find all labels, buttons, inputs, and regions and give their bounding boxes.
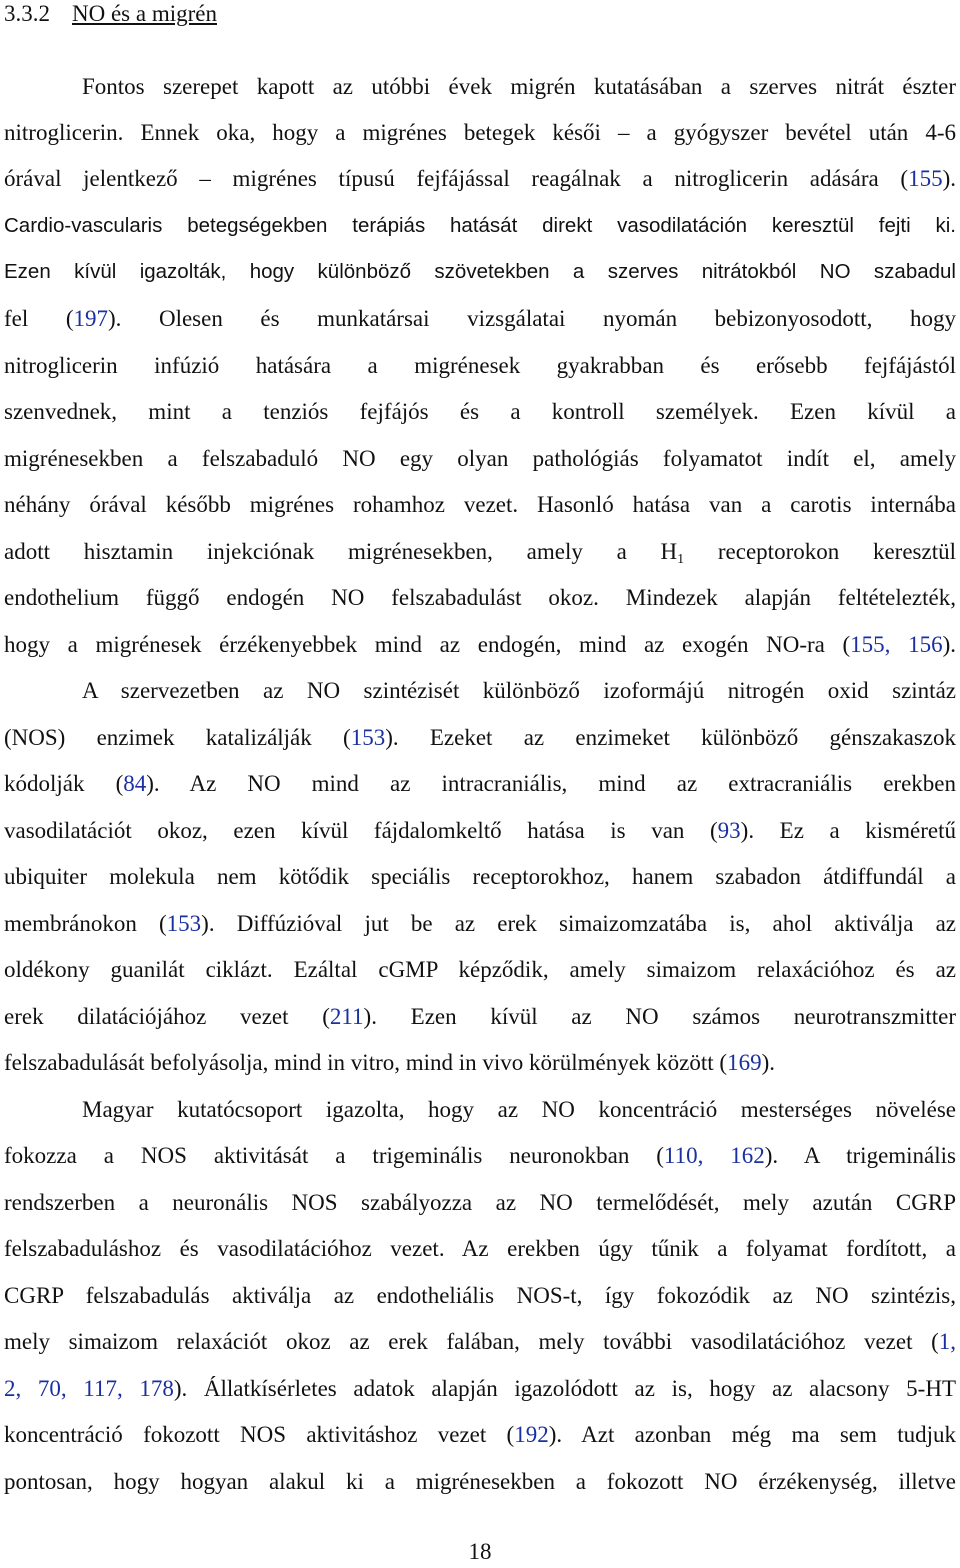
citation-link[interactable]: 84 (123, 771, 147, 796)
text-line (4, 862, 956, 892)
text-line (4, 351, 956, 381)
text-segment: ). A trigeminális (764, 1143, 956, 1168)
text-line (4, 1281, 956, 1311)
text-line (4, 1234, 956, 1264)
text-segment: ). Olesen és munkatársai vizsgálatai nyomán bebizonyosodott, hogy (107, 306, 956, 331)
text-segment: felszabadulását befolyásolja, mind in vitro, mind in vivo körülmények között ( (4, 1050, 728, 1075)
text-segment: nitroglicerin infúzió hatására a migrénesek gyakrabban és erősebb fejfájástól (4, 353, 956, 378)
text-segment: Fontos szerepet kapott az utóbbi évek migrén kutatásában a szerves nitrát észter (82, 74, 956, 99)
text-line (4, 1374, 956, 1404)
text-line (4, 723, 956, 753)
text-line (4, 909, 956, 939)
text-segment: néhány órával később migrénes rohamhoz vezet. Hasonló hatása van a carotis internába (4, 492, 956, 517)
citation-link[interactable]: 153 (166, 911, 202, 936)
text-line (4, 1002, 956, 1032)
citation-link[interactable]: 93 (717, 818, 741, 843)
text-segment: szenvednek, mint a tenziós fejfájós és a kontroll személyek. Ezen kívül a (4, 399, 956, 424)
text-segment: ). Diffúzióval jut be az erek simaizomzatába is, ahol aktiválja az (201, 911, 956, 936)
section-heading (4, 0, 217, 28)
text-segment: hogy a migrénesek érzékenyebbek mind az endogén, mind az exogén NO-ra ( (4, 632, 851, 657)
text-line (4, 1420, 956, 1450)
text-line (4, 955, 956, 985)
text-segment: mely simaizom relaxációt okoz az erek falában, mely további vasodilatációhoz vezet ( (4, 1329, 939, 1354)
text-line (4, 1141, 956, 1171)
text-segment: oldékony guanilát ciklázt. Ezáltal cGMP képződik, amely simaizom relaxációhoz és az (4, 957, 956, 982)
text-line (4, 1327, 956, 1357)
text-segment: fokozza a NOS aktivitását a trigeminális neuronokban ( (4, 1143, 664, 1168)
citation-link[interactable]: 1, (938, 1329, 956, 1354)
text-segment: ). (761, 1050, 775, 1075)
text-segment: ). Állatkísérletes adatok alapján igazolódott az is, hogy az alacsony 5-HT (173, 1376, 956, 1401)
text-line (4, 444, 956, 474)
text-segment: ubiquiter molekula nem kötődik speciális receptorokhoz, hanem szabadon átdiffundál a (4, 864, 956, 889)
text-line (4, 769, 956, 799)
citation-link[interactable]: 169 (727, 1050, 762, 1075)
text-segment: Ezen kívül igazolták, hogy különböző szövetekben a szerves nitrátokból NO szabadul (4, 260, 956, 283)
text-line (4, 816, 956, 846)
text-segment: ). Ezen kívül az NO számos neurotranszmitter (363, 1004, 956, 1029)
text-segment: receptorokon keresztül (684, 539, 956, 564)
text-line (4, 630, 956, 660)
text-segment: ). (942, 632, 956, 657)
text-line (4, 397, 956, 427)
text-line (4, 1188, 956, 1218)
text-segment: ). Az NO mind az intracraniális, mind az extracraniális erekben (146, 771, 956, 796)
text-segment: ). Azt azonban még ma sem tudjuk (548, 1422, 956, 1447)
text-line (82, 72, 956, 102)
text-segment: ). Ezeket az enzimeket különböző génszakaszok (385, 725, 956, 750)
text-line (4, 490, 956, 520)
text-segment: CGRP felszabadulás aktiválja az endotheliális NOS-t, így fokozódik az NO szintézis, (4, 1283, 956, 1308)
citation-link[interactable]: 155, 156 (850, 632, 943, 657)
text-segment: membránokon ( (4, 911, 167, 936)
text-segment: koncentráció fokozott NOS aktivitáshoz vezet ( (4, 1422, 515, 1447)
section-number: 3.3.2 (4, 1, 50, 26)
text-segment: adott hisztamin injekciónak migrénesekben, amely a H (4, 539, 678, 564)
text-line (4, 537, 956, 567)
text-segment: endothelium függő endogén NO felszabadulást okoz. Mindezek alapján feltételezték, (4, 585, 956, 610)
text-line (4, 583, 956, 613)
text-line (4, 118, 956, 148)
text-segment: nitroglicerin. Ennek oka, hogy a migrénes betegek késői – a gyógyszer bevétel után 4-6 (4, 120, 956, 145)
text-line (4, 1467, 956, 1497)
text-segment: órával jelentkező – migrénes típusú fejfájással reagálnak a nitroglicerin adására ( (4, 166, 909, 191)
text-segment: Cardio-vascularis betegségekben terápiás hatását direkt vasodilatáción keresztül fejti ki. (4, 214, 956, 237)
citation-link[interactable]: 155 (908, 166, 943, 191)
citation-link[interactable]: 197 (73, 306, 108, 331)
text-line (4, 304, 956, 334)
text-segment: vasodilatációt okoz, ezen kívül fájdalomkeltő hatása is van ( (4, 818, 718, 843)
text-line (82, 676, 956, 706)
text-line (4, 1048, 956, 1078)
text-segment: ). (942, 166, 956, 191)
text-segment: A szervezetben az NO szintézisét különböző izoformájú nitrogén oxid szintáz (82, 678, 956, 703)
text-segment: pontosan, hogy hogyan alakul ki a migrénesekben a fokozott NO érzékenység, illetve (4, 1469, 956, 1494)
citation-link[interactable]: 192 (514, 1422, 549, 1447)
text-segment: fel ( (4, 306, 74, 331)
citation-link[interactable]: 2, 70, 117, 178 (4, 1376, 174, 1401)
text-segment: ). Ez a kisméretű (740, 818, 956, 843)
text-line (4, 257, 956, 287)
page-number: 18 (468, 1539, 492, 1564)
citation-link[interactable]: 110, 162 (663, 1143, 765, 1168)
text-segment: erek dilatációjához vezet ( (4, 1004, 330, 1029)
citation-link[interactable]: 153 (350, 725, 386, 750)
text-segment: migrénesekben a felszabaduló NO egy olyan pathológiás folyamatot indít el, amely (4, 446, 956, 471)
text-line (4, 164, 956, 194)
text-segment: Magyar kutatócsoport igazolta, hogy az NO koncentráció mesterséges növelése (82, 1097, 956, 1122)
citation-link[interactable]: 211 (329, 1004, 364, 1029)
text-segment: rendszerben a neuronális NOS szabályozza az NO termelődését, mely azután CGRP (4, 1190, 956, 1215)
text-segment: felszabaduláshoz és vasodilatációhoz vezet. Az erekben úgy tűnik a folyamat fordított, a (4, 1236, 956, 1261)
text-line (4, 211, 956, 241)
text-segment: (NOS) enzimek katalizálják ( (4, 725, 351, 750)
subscript: 1 (677, 552, 685, 567)
section-title: NO és a migrén (72, 1, 217, 26)
text-segment: kódolják ( (4, 771, 124, 796)
text-line (82, 1095, 956, 1125)
